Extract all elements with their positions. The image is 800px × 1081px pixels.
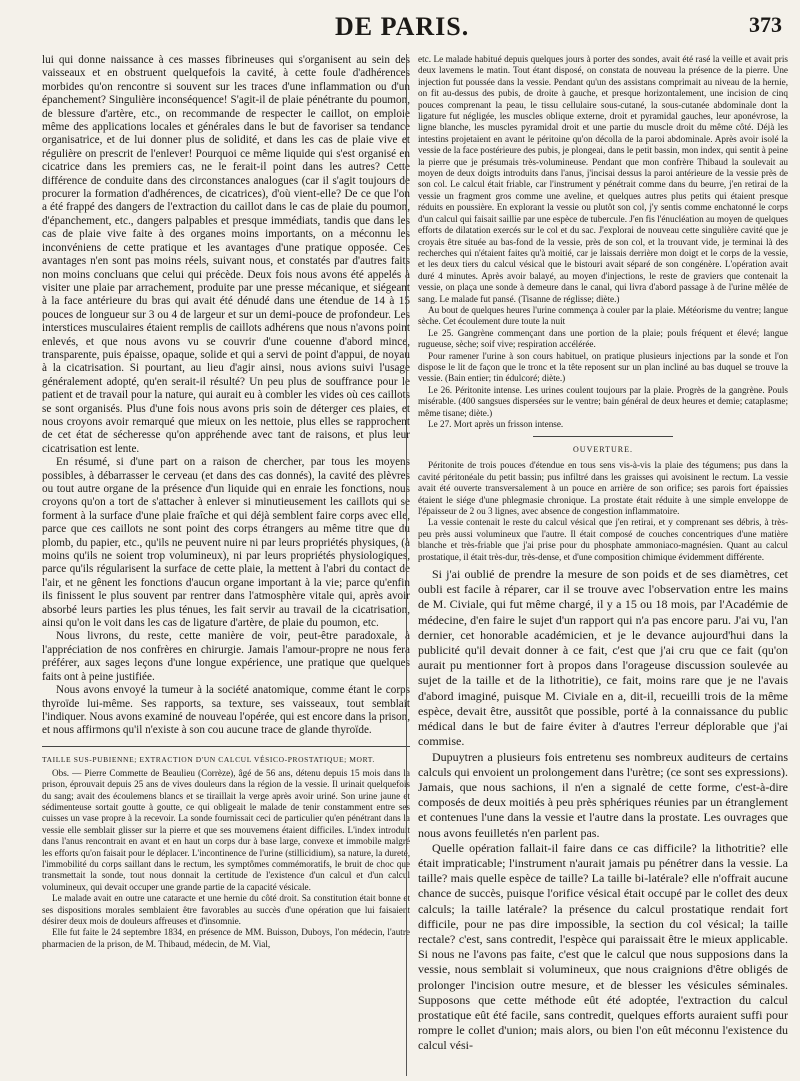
injections-note: Pour ramener l'urine à son cours habituel, on pratique plusieurs injections par la sonde et l'on dispose le lit de façon que le tronc et la tête reposent sur un plan incliné au bas duquel se trouve la vessie. (Bain entier; tin édulcoré; diète.) <box>418 350 788 384</box>
left-column <box>42 54 410 1079</box>
paragraph-nous-livrons: Nous livrons, du reste, cette manière de voir, peut-être paradoxale, à l'appréciation de nos confrères en chirurgie. Jamais l'amour-propre ne nous fera préférer, aux sages leçons d'une longue expérience, une pratique que quelques faits ont à peine justifiée. <box>42 630 410 683</box>
page-header <box>0 8 800 48</box>
running-title: DE PARIS. <box>335 12 470 41</box>
paragraph-resume: En résumé, si d'une part on a raison de chercher, par tous les moyens possibles, à débarrasser le cerveau (et dans des cas donnés), la cavité des plèvres ou tout autre organe de la présence d'un liquide qui en enraie les fonctions, nous croyons qu'on a tort de s'attacher à enlever si minutieusement les caillots qui se forment à la surface d'une plaie fraîche et qui déjà semblent faire corps avec elle, parce que ces caillots ne sont point des corps étrangers au même titre que du plomb, du papier, etc., qu'ils ne peuvent nuire ni par leurs propriétés physiques, (à moins qu'ils ne soient trop volumineux), ni par leurs propriétés physiologiques, parce qu'ils régularisent la surface de cette plaie, la mettent à l'abri du contact de l'air, et ne gênent les fonctions d'aucun organe important à la vie; parce qu'enfin ils finissent le plus souvent par rentrer dans l'atmosphère vitale qui, après avoir absorbé leurs parties les plus ténues, les fait servir au travail de la cicatrisation, ainsi qu'on le voit dans les cas de ligature d'artère, de plaie du poumon, etc. <box>42 456 410 630</box>
observation-constitution: Le malade avait en outre une cataracte et une hernie du côté droit. Sa constitution était bonne et ses dispositions morales semblaient être favorables au succès d'une opération que lui faisaient désirer deux mois de douleurs affreuses et d'insomnie. <box>42 893 410 926</box>
ouverture-rule <box>533 436 673 437</box>
day-27-note: Le 27. Mort après un frisson intense. <box>428 419 564 429</box>
paragraph-tumeur: Nous avons envoyé la tumeur à la société anatomique, comme étant le corps thyroïde lui-même. Ses rapports, sa texture, ses vaisseaux, tout semblait l'indiquer. Nous avons examiné de nouveau l'opérée, qui est encore dans la prison, et nous affirmons qu'il n'existe à son cou aucune trace de glande thyroïde. <box>42 684 410 737</box>
observation-text: Obs. — Pierre Commette de Beaulieu (Corrèze), âgé de 56 ans, détenu depuis 15 mois dans la prison, éprouvait depuis 25 ans de vives douleurs dans la région de la vessie. Il urinait quelquefois du sang; avait des écoulemens blancs et se tiraillait la verge après avoir uriné. Son urine jaune et sédimenteuse sortait goutte à goutte, ce qui obligeait le malade de tenir constamment entre ses cuisses un vase propre à la recevoir. La sonde fournissait ceci de particulier qu'en pénétrant dans la vessie elle semblait glisser sur la pierre et que ses mouvemens étaient difficiles. L'index introduit dans l'anus rencontrait en avant et en haut un corps dur à base large, convexe et immobile malgré les efforts qu'on faisait pour le déplacer. L'incontinence de l'urine (stillicidium), sa nature, la dureté, l'immobilité du corps saillant dans le rectum, les symptômes commémoratifs, le bruit de choc que transmettait la sonde, tout nous donnait la certitude de l'existence d'un calcul et d'un calcul volumineux, qui devait occuper une grande partie de la capacité vésicale. <box>42 767 410 892</box>
paragraph-operation-choice: Quelle opération fallait-il faire dans ce cas difficile? la lithotritie? elle était impraticable; l'instrument n'aurait jamais pu pénétrer dans la vessie. La taille? mais quelle espèce de taille? La taille bi-latérale? elle n'offrait aucune chance de succès, puisque l'orifice vésical était occupé par le collet des deux calculs; la taille latérale? la présence du calcul prostatique rendait fort difficile, pour ne pas dire impossible, la section du col vésical; la taille rectale? c'est, sans contredit, l'espèce qui paraissait être le mieux applicable. Si nous ne l'avons pas faite, c'est que le calcul que nous supposions dans la vessie, nous semblait si volumineux, que nous craignions d'être obligés de prolonger l'incision outre mesure, et de blesser les vésicules séminales. Supposons que cette méthode eût été adoptée, l'extraction du calcul prostatique eût été facile, sans contredit, quelques efforts auraient suffi pour rompre le collet d'union; mais alors, ou bien l'on eût méconnu l'existence du calcul vési- <box>418 840 788 1053</box>
day-26-note: Le 26. Péritonite intense. Les urines coulent toujours par la plaie. Progrès de la gangrène. Pouls misérable. (400 sangsues dispersées sur le ventre; bain général de deux heures et demie; cataplasme; même tisane; diète.) <box>418 384 788 418</box>
ouverture-vessie: La vessie contenait le reste du calcul vésical que j'en retirai, et y comprenant ses débris, à très-peu près aussi volumineux que l'autre. Il était composé de couches concentriques d'une matière blanche et très-friable que j'ai prise pour du phosphate ammoniaco-magnésien. Quant au calcul prostatique, il était très-dur, très-dense, et d'une composition chimique évidemment différente. <box>418 517 788 562</box>
paragraph-caillot: lui qui donne naissance à ces masses fibrineuses qui s'organisent au sein des vaisseaux et en obstruent quelquefois la cavité, à cette foule d'adhérences morbides qu'on rencontre si souvent sur les traces d'une inflammation ou d'un épanchement? Singulière inconséquence! S'agit-il de plaie pénétrante du poumon, de blessure d'artère, etc., on recommande de respecter le caillot, on emploie même des applications locales et générales dans le but de favoriser sa tendance organisatrice, et de lui donner plus de solidité, et dans les cas de plaie vive et régulière on prescrit de l'enlever! Pourquoi ce même liquide qui s'est organisé en cicatrice dans les premiers cas, ne le ferait-il point dans les autres? Cette différence de conduite dans des circonstances analogues (car il s'agit toujours de procurer la formation d'adhérences, de cicatrices), d'où vient-elle? De ce que l'on a été frappé des dangers de l'extraction du caillot dans le cas de plaie du poumon, d'épanchement, etc., dangers palpables et presque immédiats, tandis que dans les cas de plaie vive faite à des organes moins importants, on a méconnu les inconvéniens de cette pratique et les avantages d'une pratique opposée. Ces avantages n'en sont pas moins réels, suivant nous, et constatés par d'autres faits non moins concluans que celui qui précède. Deux fois nous avons été appelés à visiter une plaie par arrachement, produite par une presse mécanique, et siégeant à la face antérieure du bras qui avait été dénudé dans une étendue de 14 à 15 pouces de longueur sur 3 ou 4 de largeur et sur un demi-pouce de profondeur. Les interstices musculaires étaient remplis de caillots adhérens que nous n'avons point enlevés, et que nous avons vu se couvrir d'une couenne d'abord mince, transparente, puis épaisse, opaque, solide et qui a servi de point d'appui, de noyau à la cicatrisation. Si pourtant, au lieu d'agir ainsi, nous avions suivi l'usage généralement adopté, qu'en serait-il résulté? Un peu plus de souffrance pour le patient et de travail pour la nature, qui aurait eu à combler les vides où ces caillots se sont organisés. Plus d'une fois nous avons pris soin de déterger ces plaies, et nous croyons avoir remarqué que mieux on les nettoie, plus elles se rapprochent de cet état de sécheresse qu'on appréhende avec tant de raisons, et plus leur cicatrisation est lente. <box>42 54 410 455</box>
day-24-note: Au bout de quelques heures l'urine commença à couler par la plaie. Météorisme du ventre; langue sèche. Cet écoulement dure toute la nuit <box>418 304 788 327</box>
column-divider <box>406 54 407 1076</box>
ouverture-peritonite: Péritonite de trois pouces d'étendue en tous sens vis-à-vis la plaie des tégumens; pus dans la cavité péritonéale du petit bassin; pus infiltré dans les graisses qui avoisinent le rectum. La vessie avait été ouverte transversalement à un pouce en arrière de son orifice; ses parois fort épaissies étaient le siége d'une phlegmasie chronique. La prostate était réduite à une simple enveloppe de l'épaisseur de 2 ou 3 lignes, avec absence de congestion inflammatoire. <box>418 460 788 517</box>
paragraph-civiale: Si j'ai oublié de prendre la mesure de son poids et de ses diamètres, cet oubli est facile à réparer, car il se trouve avec l'observation entre les mains de M. Civiale, qui fut même chargé, il y a 15 ou 18 mois, par l'Académie de médecine, d'en faire le sujet d'un rapport qui n'a pas encore paru. J'ai vu, l'an dernier, cet honorable académicien, et je le devance aujourd'hui dans la publicité qu'il devait donner à ce fait, c'est que j'ai cru que ce fait (qu'on aurait pu mentionner fort à propos dans l'orageuse discussion soulevée au sujet de la taille et de la lithotritie), ce fait, moins rare que je ne l'avais d'abord imaginé, puisque M. Civiale en a, dit-il, recueilli trois de la même espèce, devait être, aussitôt que possible, porté à la connaissance du public médical dans le but de faire éviter à d'autres l'erreur déplorable que j'ai commise. <box>418 567 788 749</box>
paragraph-dupuytren: Dupuytren a plusieurs fois entretenu ses nombreux auditeurs de certains calculs qui envoient un prolongement dans l'urètre; (ce sont ses expressions). Jamais, que nous sachions, il n'en a signalé de cette forme, c'est-à-dire composés de deux moitiés à peu près sphériques réunies par un étranglement et contenues l'une dans la vessie et l'autre dans la prostate. Les ouvrages que nous avons feuilletés n'en parlent pas. <box>418 749 788 840</box>
section-rule <box>42 746 410 747</box>
right-column <box>418 54 788 1079</box>
page-number: 373 <box>749 12 782 37</box>
day-25-note: Le 25. Gangrène commençant dans une portion de la plaie; pouls fréquent et élevé; langue rugueuse, sèche; soif vive; respiration accélérée. <box>418 327 788 350</box>
section-title-taille: TAILLE SUS-PUBIENNE; EXTRACTION D'UN CALCUL VÉSICO-PROSTATIQUE; MORT. <box>42 754 375 764</box>
ouverture-title: OUVERTURE. <box>573 445 633 455</box>
observation-operation: Elle fut faite le 24 septembre 1834, en présence de MM. Buisson, Duboys, l'on médecin, l'autre pharmacien de la prison, de M. Thibaud, médecin, de M. Vial, <box>42 927 410 949</box>
operation-details: etc. Le malade habitué depuis quelques jours à porter des sondes, avait été rasé la veille et avait pris deux lavemens le matin. Tout étant disposé, on constata de nouveau la présence de la pierre. Une injection fut poussée dans la vessie. Pendant qu'un des assistans comprimait au niveau de la hernie, on fit au-dessus des pubis, de droite à gauche, et presque horizontalement, une incision de cinq pouces comprenant la peau, le tissu cellulaire sous-cutané, la sous-cutanée abdominale dont la ligature fut négligée, les muscles oblique externe, droit et pyramidal gauches, leur aponévrose, la ligne blanche, les muscles pyramidal droit et une partie du muscle droit du même côté. Déjà les intestins projetaient en avant le péritoine qu'on décolla de la paroi abdominale. Après avoir isolé la vessie de la face postérieure des pubis, je plongeai, dans le petit bassin, mon index, qui sentit à peine la pierre que je présumais très-volumineuse. Pendant que mon confrère Thibaud la soulevait au moyen de deux doigts introduits dans l'anus, j'incisai dessus la paroi antérieure de la vessie près de son col. Le calcul était friable, car l'instrument y pénétrait comme dans du beurre, j'en retirai de la vessie un fragment gros comme une aveline, et quelques autres plus petits qui étaient presque réduits en poussière. En explorant la vessie ou plutôt son col, j'y sentis comme enchatonné le corps d'un calcul qui faisait saillie par une espèce de tubercule. J'en fis l'énucléation au moyen de quelques efforts de dilatation exercés sur le col et du sac. J'explorai de nouveau cette singulière cavité que je croyais être située au bas-fond de la vessie, près de son col, et la trouvant vide, je terminai là des recherches qui n'étaient faites qu'à moitié, car je laissais derrière mon doigt et le corps de la vessie, et les deux tiers du calcul vésical que le bistouri avait séparé de son congénère. L'opération avait duré 4 minutes. Après avoir balayé, au moyen d'injections, le reste de graviers que contenait la vessie, on plaça une sonde à demeure dans le canal, qui livra d'abord passage à de l'urine mêlée de sang. Le malade fut pansé. (Tisanne de réglisse; diète.) <box>418 54 788 304</box>
